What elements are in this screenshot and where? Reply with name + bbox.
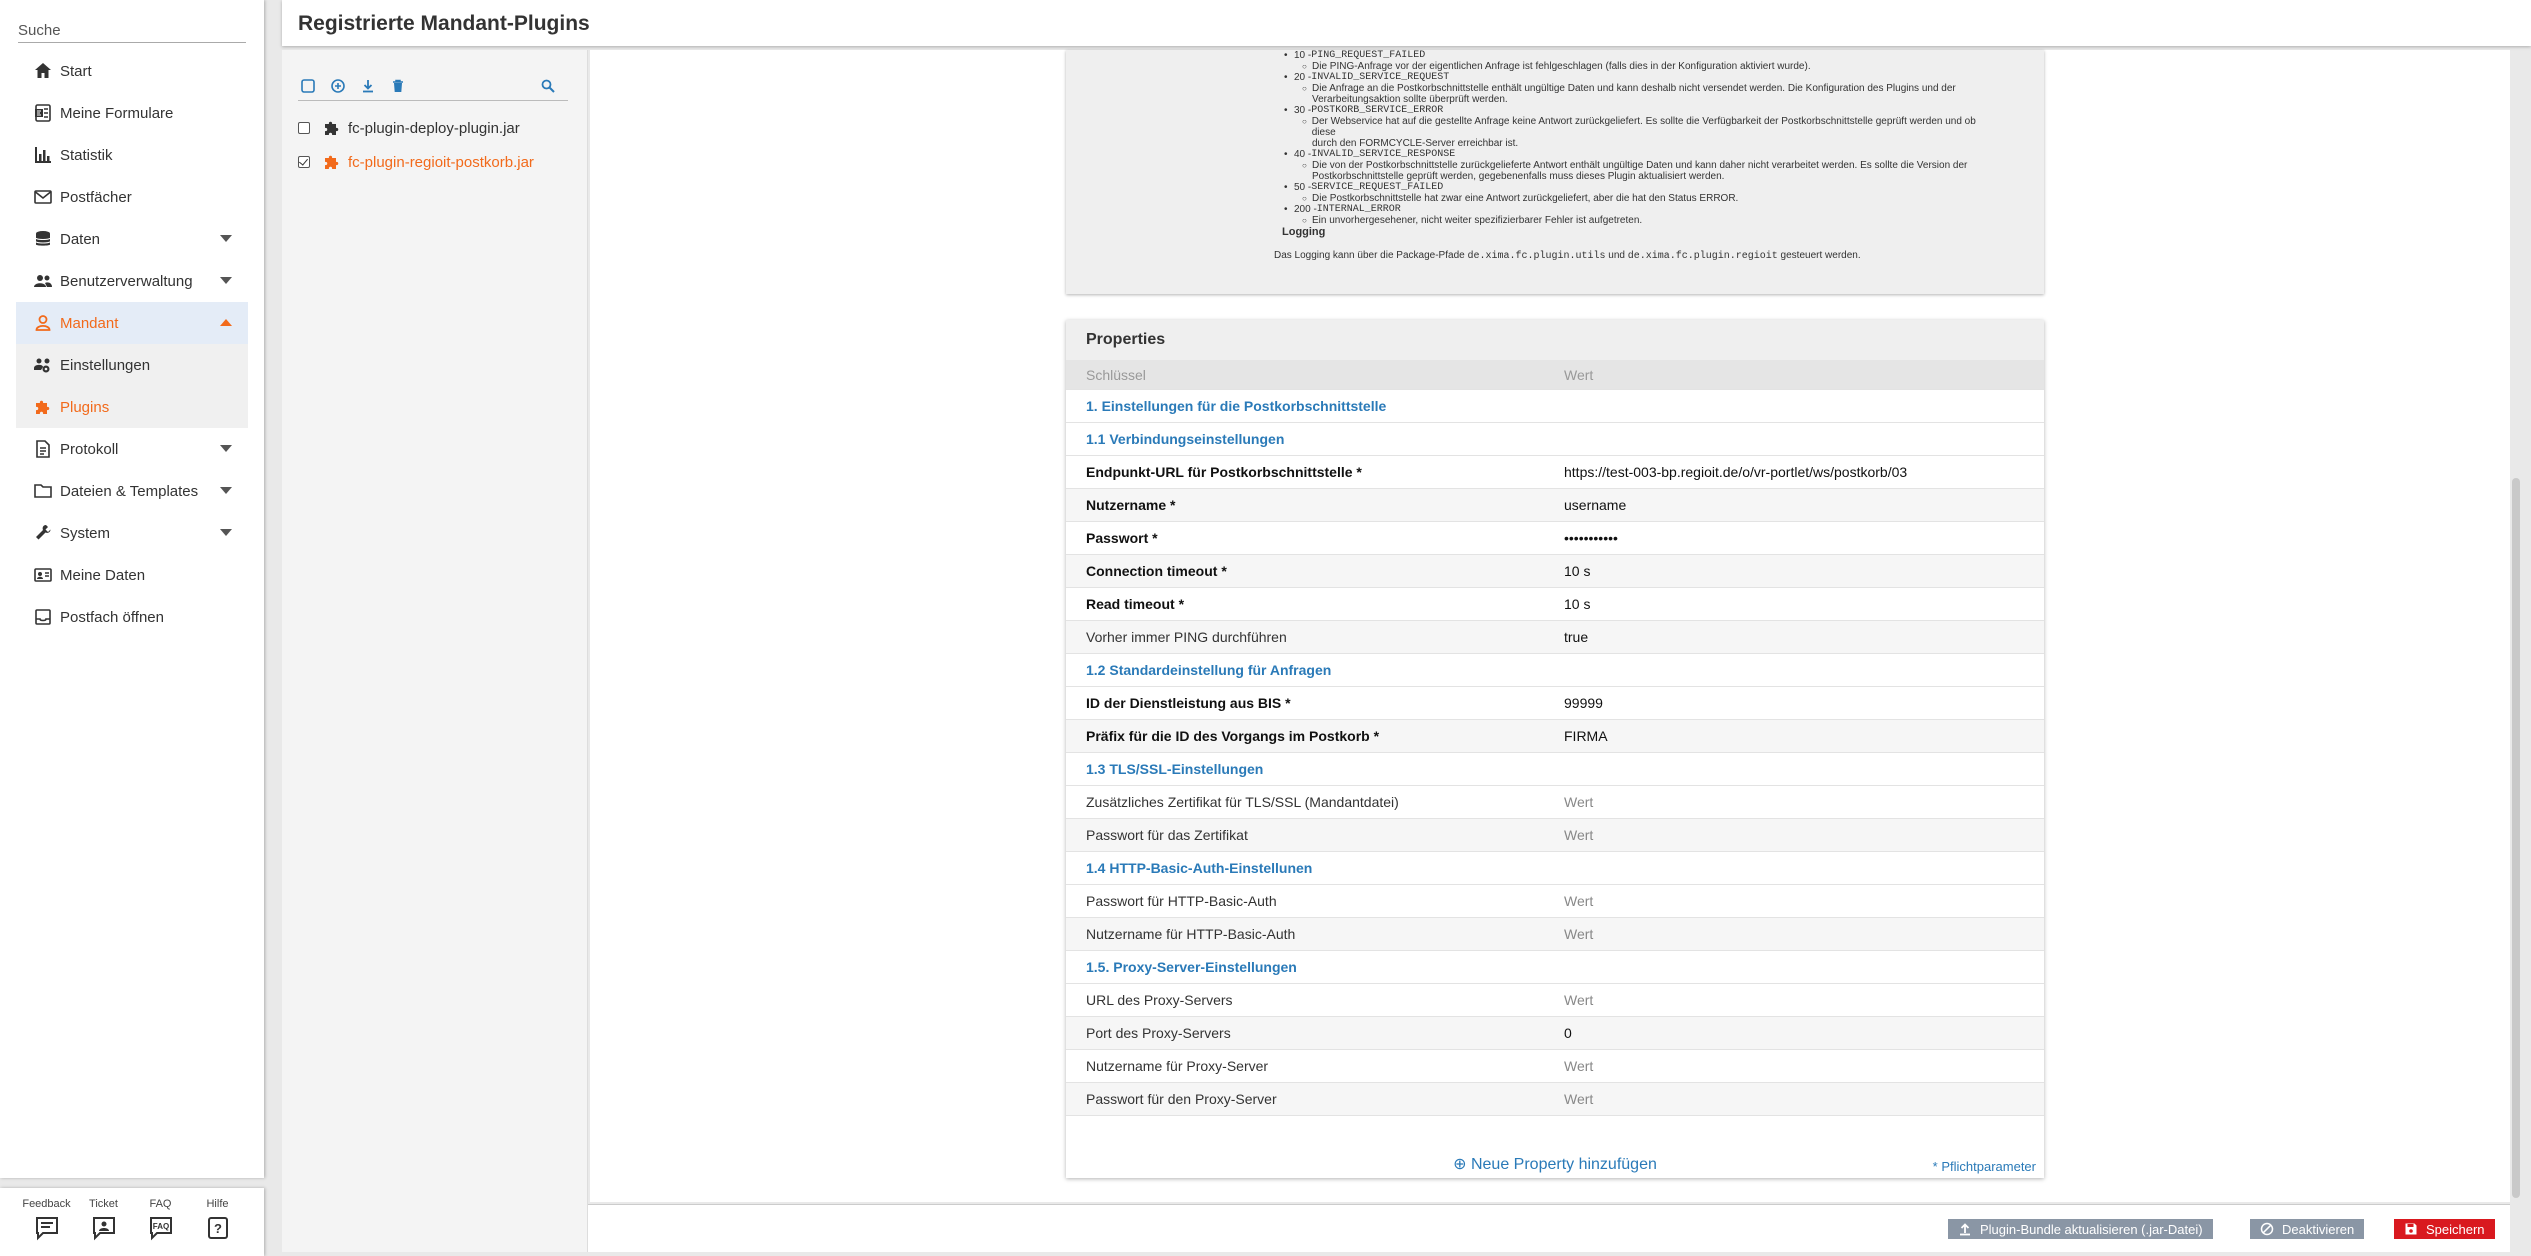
required-note: * Pflichtparameter bbox=[1932, 1159, 2036, 1174]
sidebar-item-meine-formulare[interactable] bbox=[16, 92, 248, 134]
section-title: 1.5. Proxy-Server-Einstellungen bbox=[1086, 959, 1297, 975]
sidebar-item-mandant[interactable] bbox=[16, 302, 248, 344]
page-title: Registrierte Mandant-Plugins bbox=[298, 12, 590, 35]
property-key: ID der Dienstleistung aus BIS * bbox=[1086, 695, 1291, 711]
deactivate-label: Deaktivieren bbox=[2282, 1221, 2355, 1237]
property-section-header bbox=[1066, 390, 2044, 423]
upload-icon bbox=[1958, 1222, 1972, 1236]
property-key: Endpunkt-URL für Postkorbschnittstelle * bbox=[1086, 464, 1362, 480]
error-code: 20 - bbox=[1294, 72, 1312, 83]
property-key: Nutzername für Proxy-Server bbox=[1086, 1058, 1269, 1074]
sidebar-item-postfaecher[interactable] bbox=[16, 176, 248, 218]
faq-icon bbox=[147, 1214, 175, 1242]
property-row[interactable] bbox=[1066, 621, 2044, 654]
puzzle-icon bbox=[32, 396, 54, 418]
property-key: Passwort für HTTP-Basic-Auth bbox=[1086, 893, 1277, 909]
plugin-checkbox[interactable] bbox=[298, 156, 310, 168]
property-section-header bbox=[1066, 423, 2044, 456]
feedback-label: Feedback bbox=[22, 1198, 71, 1210]
property-section-header bbox=[1066, 852, 2044, 885]
plugin-list-item[interactable] bbox=[298, 116, 520, 140]
property-value-input[interactable]: 99999 bbox=[1564, 695, 1603, 711]
property-key: Passwort * bbox=[1086, 530, 1158, 546]
error-item: • 40 - INVALID_SERVICE_RESPONSE ○ Die von der Postkorbschnittstelle zurückgelieferte Antwort enthält ungültige Daten und kann daher nicht verarbeitet werden. Es sollte die Version der Postkorbschnittstelle geprüft werden, gegebenenfalls muss dieses Plugin aktualisiert werden. bbox=[1284, 149, 1968, 182]
column-header-key: Schlüssel bbox=[1086, 366, 1146, 383]
property-row[interactable] bbox=[1066, 918, 2044, 951]
property-row[interactable] bbox=[1066, 522, 2044, 555]
sidebar-item-start[interactable] bbox=[16, 50, 248, 92]
error-name: INTERNAL_ERROR bbox=[1316, 204, 1401, 215]
home-icon bbox=[32, 60, 54, 82]
properties-table-body bbox=[1066, 390, 2044, 1116]
error-item: • 20 - INVALID_SERVICE_REQUEST ○ Die Anfrage an die Postkorbschnittstelle enthält ungültige Daten und kann deshalb nicht versendet werden. Die Konfiguration des Plugins und der Verarbeitungsaktion sollte überprüft werden. bbox=[1284, 72, 1956, 105]
puzzle-icon bbox=[322, 118, 342, 138]
folder-icon bbox=[32, 480, 54, 502]
logging-heading: Logging bbox=[1282, 226, 1326, 238]
add-property-button[interactable] bbox=[1066, 1154, 2044, 1174]
error-code: 40 - bbox=[1294, 149, 1312, 160]
ban-icon bbox=[2260, 1222, 2274, 1236]
id-card-icon bbox=[32, 564, 54, 586]
sidebar-item-plugins[interactable] bbox=[16, 386, 248, 428]
sidebar-item-dateien-templates[interactable] bbox=[16, 470, 248, 512]
property-key: Port des Proxy-Servers bbox=[1086, 1025, 1231, 1041]
sidebar-item-label: Postfächer bbox=[60, 188, 132, 206]
download-icon[interactable] bbox=[358, 76, 378, 96]
document-icon bbox=[32, 438, 54, 460]
chevron-down-icon bbox=[220, 277, 232, 284]
sidebar-item-meine-daten[interactable] bbox=[16, 554, 248, 596]
ticket-icon bbox=[90, 1214, 118, 1242]
inbox-icon bbox=[32, 606, 54, 628]
property-value-input[interactable]: ••••••••••• bbox=[1564, 530, 1618, 546]
feedback-icon bbox=[33, 1214, 61, 1242]
error-name: INVALID_SERVICE_REQUEST bbox=[1311, 72, 1450, 83]
bottom-bar bbox=[0, 1188, 264, 1256]
trash-icon[interactable] bbox=[388, 76, 408, 96]
column-header-value: Wert bbox=[1564, 366, 1594, 383]
property-key: Read timeout * bbox=[1086, 596, 1185, 612]
action-bar bbox=[588, 1204, 2510, 1252]
error-description: Verarbeitungsaktion sollte überprüft werden. bbox=[1312, 94, 1508, 105]
error-description: Die Postkorbschnittstelle hat zwar eine Antwort zurückgeliefert, aber die hat den Status ERROR. bbox=[1312, 193, 1739, 204]
error-description: Postkorbschnittstelle geprüft werden, gegebenenfalls muss dieses Plugin aktualisiert werden. bbox=[1312, 171, 1725, 182]
error-description: Ein unvorhergesehener, nicht weiter spezifizierbarer Fehler ist aufgetreten. bbox=[1312, 215, 1643, 226]
logging-package: de.xima.fc.plugin.regioit bbox=[1627, 251, 1778, 262]
property-row[interactable] bbox=[1066, 687, 2044, 720]
error-code: 30 - bbox=[1294, 105, 1312, 116]
sidebar-item-label: Einstellungen bbox=[60, 356, 151, 374]
section-title: 1. Einstellungen für die Postkorbschnittstelle bbox=[1086, 398, 1387, 414]
property-section-header bbox=[1066, 753, 2044, 786]
property-key: Nutzername * bbox=[1086, 497, 1176, 513]
error-item: • 30 - POSTKORB_SERVICE_ERROR ○ Der Webservice hat auf die gestellte Anfrage keine Antwort zurückgeliefert. Es sollte die Verfügbarkeit der Postkorbschnittstelle geprüft werden und ob diese durch den FORMCYCLE-Server erreichbar ist. bbox=[1284, 105, 1984, 149]
property-value-input[interactable]: FIRMA bbox=[1564, 728, 1608, 744]
section-title: 1.3 TLS/SSL-Einstellungen bbox=[1086, 761, 1264, 777]
svg-text:?: ? bbox=[213, 1221, 222, 1236]
property-value-input[interactable]: Wert bbox=[1564, 827, 1594, 843]
sidebar-item-postfach-oeffnen[interactable] bbox=[16, 596, 248, 638]
property-row[interactable] bbox=[1066, 1017, 2044, 1050]
error-item: • 50 - SERVICE_REQUEST_FAILED ○ Die Postkorbschnittstelle hat zwar eine Antwort zurückgeliefert, aber die hat den Status ERROR. bbox=[1284, 182, 1739, 204]
property-value-input[interactable]: Wert bbox=[1564, 893, 1594, 909]
sidebar-item-label: Start bbox=[60, 62, 92, 80]
property-value-input[interactable]: username bbox=[1564, 497, 1627, 513]
section-title: 1.4 HTTP-Basic-Auth-Einstellunen bbox=[1086, 860, 1313, 876]
error-code: 10 - bbox=[1294, 50, 1312, 61]
sidebar-item-statistik[interactable] bbox=[16, 134, 248, 176]
plugin-name: fc-plugin-regioit-postkorb.jar bbox=[348, 153, 534, 171]
property-value-input[interactable]: Wert bbox=[1564, 794, 1594, 810]
error-description: Der Webservice hat auf die gestellte Anfrage keine Antwort zurückgeliefert. Es sollte die Verfügbarkeit der Postkorbschnittstelle geprüft werden und ob diese bbox=[1311, 116, 1976, 138]
sidebar-item-label: Statistik bbox=[60, 146, 113, 164]
error-description: Die PING-Anfrage vor der eigentlichen Anfrage ist fehlgeschlagen (falls dies in der Konfiguration aktiviert wurde). bbox=[1312, 61, 1811, 72]
mail-icon bbox=[32, 186, 54, 208]
users-gear-icon bbox=[32, 354, 54, 376]
plugin-checkbox[interactable] bbox=[298, 122, 310, 134]
error-description: Die Anfrage an die Postkorbschnittstelle enthält ungültige Daten und kann deshalb nicht versendet werden. Die Konfiguration des Plugins und der bbox=[1312, 83, 1956, 94]
property-value-input[interactable]: true bbox=[1564, 629, 1589, 645]
property-key: Passwort für den Proxy-Server bbox=[1086, 1091, 1277, 1107]
property-row[interactable] bbox=[1066, 1083, 2044, 1116]
property-value-input[interactable]: 0 bbox=[1564, 1025, 1572, 1041]
chevron-down-icon bbox=[220, 235, 232, 242]
plugin-list-panel bbox=[282, 50, 588, 1252]
properties-panel bbox=[1066, 320, 2044, 1178]
deactivate-button[interactable] bbox=[2250, 1219, 2364, 1239]
sidebar-item-label: Protokoll bbox=[60, 440, 119, 458]
sidebar-item-label: Mandant bbox=[60, 314, 119, 332]
property-row[interactable] bbox=[1066, 786, 2044, 819]
sidebar-item-daten[interactable] bbox=[16, 218, 248, 260]
svg-text:FAQ: FAQ bbox=[152, 1222, 169, 1231]
add-circle-icon: ⊕ bbox=[1453, 1156, 1467, 1173]
sidebar-item-label: Postfach öffnen bbox=[60, 608, 164, 626]
search-input[interactable] bbox=[18, 42, 246, 43]
sidebar-item-label: Benutzerverwaltung bbox=[60, 272, 193, 290]
sidebar-item-benutzerverwaltung[interactable] bbox=[16, 260, 248, 302]
property-key: Passwort für das Zertifikat bbox=[1086, 827, 1248, 843]
logging-text-part: Das Logging kann über die Package-Pfade bbox=[1274, 250, 1468, 261]
property-row[interactable] bbox=[1066, 1050, 2044, 1083]
plugin-name: fc-plugin-deploy-plugin.jar bbox=[348, 119, 520, 137]
chart-icon bbox=[32, 144, 54, 166]
user-icon bbox=[32, 312, 54, 334]
help-button[interactable] bbox=[193, 1188, 243, 1256]
save-label: Speichern bbox=[2426, 1221, 2485, 1237]
error-item: • 200 - INTERNAL_ERROR ○ Ein unvorhergesehener, nicht weiter spezifizierbarer Fehler ist aufgetreten. bbox=[1284, 204, 1643, 226]
property-row[interactable] bbox=[1066, 588, 2044, 621]
sidebar-item-label: Daten bbox=[60, 230, 101, 248]
error-description: Die von der Postkorbschnittstelle zurückgelieferte Antwort enthält ungültige Daten und kann daher nicht verarbeitet werden. Es sollte die Version der bbox=[1312, 160, 1968, 171]
sidebar-item-label: Plugins bbox=[60, 398, 110, 416]
property-row[interactable] bbox=[1066, 489, 2044, 522]
property-value-input[interactable]: Wert bbox=[1564, 926, 1594, 942]
properties-title: Properties bbox=[1066, 320, 2044, 360]
sidebar-item-system[interactable] bbox=[16, 512, 248, 554]
main-content bbox=[590, 50, 2510, 1202]
sidebar-item-einstellungen[interactable] bbox=[16, 344, 248, 386]
chevron-up-icon bbox=[220, 319, 232, 326]
ticket-label: Ticket bbox=[89, 1198, 118, 1210]
save-button[interactable] bbox=[2394, 1219, 2495, 1239]
property-key: Vorher immer PING durchführen bbox=[1086, 629, 1287, 645]
database-icon bbox=[32, 228, 54, 250]
error-code: 200 - bbox=[1294, 204, 1317, 215]
chevron-down-icon bbox=[220, 529, 232, 536]
error-item: • 10 - PING_REQUEST_FAILED ○ Die PING-Anfrage vor der eigentlichen Anfrage ist fehlgeschlagen (falls dies in der Konfiguration aktiviert wurde). bbox=[1284, 50, 1811, 72]
ticket-button[interactable] bbox=[79, 1188, 129, 1256]
error-name: POSTKORB_SERVICE_ERROR bbox=[1311, 105, 1444, 116]
add-circle-icon[interactable] bbox=[328, 76, 348, 96]
property-row[interactable] bbox=[1066, 456, 2044, 489]
logging-text-part: gesteuert werden. bbox=[1777, 250, 1861, 261]
property-value-input[interactable]: Wert bbox=[1564, 1058, 1594, 1074]
page-header bbox=[282, 0, 2531, 46]
feedback-button[interactable] bbox=[22, 1188, 72, 1256]
toolbar-divider bbox=[298, 100, 568, 101]
property-section-header bbox=[1066, 654, 2044, 687]
property-key: Nutzername für HTTP-Basic-Auth bbox=[1086, 926, 1296, 942]
property-row[interactable] bbox=[1066, 984, 2044, 1017]
error-name: PING_REQUEST_FAILED bbox=[1311, 50, 1426, 61]
property-value-input[interactable]: Wert bbox=[1564, 992, 1594, 1008]
help-icon bbox=[204, 1214, 232, 1242]
update-plugin-bundle-button[interactable] bbox=[1948, 1219, 2213, 1239]
faq-label: FAQ bbox=[149, 1198, 172, 1210]
error-code: 50 - bbox=[1294, 182, 1312, 193]
property-value-input[interactable]: 10 s bbox=[1564, 596, 1591, 612]
property-key: Connection timeout * bbox=[1086, 563, 1227, 579]
sidebar-nav bbox=[16, 50, 248, 638]
add-property-label: Neue Property hinzufügen bbox=[1470, 1156, 1657, 1173]
logging-text bbox=[1274, 250, 1861, 262]
property-value-input[interactable]: https://test-003-bp.regioit.de/o/vr-portlet/ws/postkorb/03 bbox=[1564, 464, 1908, 480]
section-title: 1.2 Standardeinstellung für Anfragen bbox=[1086, 662, 1332, 678]
error-code-list bbox=[1284, 50, 1984, 226]
select-all-icon[interactable] bbox=[298, 76, 318, 96]
sidebar-item-label: Dateien & Templates bbox=[60, 482, 199, 500]
property-section-header bbox=[1066, 951, 2044, 984]
form-icon bbox=[32, 102, 54, 124]
error-description: durch den FORMCYCLE-Server erreichbar ist. bbox=[1312, 138, 1519, 149]
property-key: URL des Proxy-Servers bbox=[1086, 992, 1233, 1008]
logging-package: de.xima.fc.plugin.utils bbox=[1467, 251, 1606, 262]
section-title: 1.1 Verbindungseinstellungen bbox=[1086, 431, 1285, 447]
plugin-documentation bbox=[1066, 50, 2044, 294]
property-row[interactable] bbox=[1066, 555, 2044, 588]
sidebar-item-label: Meine Formulare bbox=[60, 104, 174, 122]
properties-table-header bbox=[1066, 360, 2044, 390]
sidebar-item-protokoll[interactable] bbox=[16, 428, 248, 470]
error-name: INVALID_SERVICE_RESPONSE bbox=[1311, 149, 1456, 160]
property-value-input[interactable]: Wert bbox=[1564, 1091, 1594, 1107]
scrollbar[interactable] bbox=[2512, 478, 2520, 1198]
plugin-list-item-selected[interactable] bbox=[298, 150, 534, 174]
puzzle-icon bbox=[322, 152, 342, 172]
property-row[interactable] bbox=[1066, 819, 2044, 852]
search-icon[interactable] bbox=[538, 76, 558, 96]
logging-text-part: und bbox=[1605, 250, 1628, 261]
property-row[interactable] bbox=[1066, 885, 2044, 918]
sidebar bbox=[0, 0, 264, 1178]
faq-button[interactable] bbox=[136, 1188, 186, 1256]
sidebar-item-label: System bbox=[60, 524, 111, 542]
users-icon bbox=[32, 270, 54, 292]
chevron-down-icon bbox=[220, 445, 232, 452]
property-row[interactable] bbox=[1066, 720, 2044, 753]
wrench-icon bbox=[32, 522, 54, 544]
sidebar-item-label: Meine Daten bbox=[60, 566, 146, 584]
property-key: Zusätzliches Zertifikat für TLS/SSL (Mandantdatei) bbox=[1086, 794, 1399, 810]
update-plugin-bundle-label: Plugin-Bundle aktualisieren (.jar-Datei) bbox=[1980, 1221, 2203, 1237]
chevron-down-icon bbox=[220, 487, 232, 494]
plugin-list-toolbar bbox=[298, 74, 568, 98]
help-label: Hilfe bbox=[206, 1198, 229, 1210]
property-key: Präfix für die ID des Vorgangs im Postkorb * bbox=[1086, 728, 1380, 744]
property-value-input[interactable]: 10 s bbox=[1564, 563, 1591, 579]
save-icon bbox=[2404, 1222, 2418, 1236]
error-name: SERVICE_REQUEST_FAILED bbox=[1311, 182, 1444, 193]
search-label: Suche bbox=[18, 22, 61, 39]
